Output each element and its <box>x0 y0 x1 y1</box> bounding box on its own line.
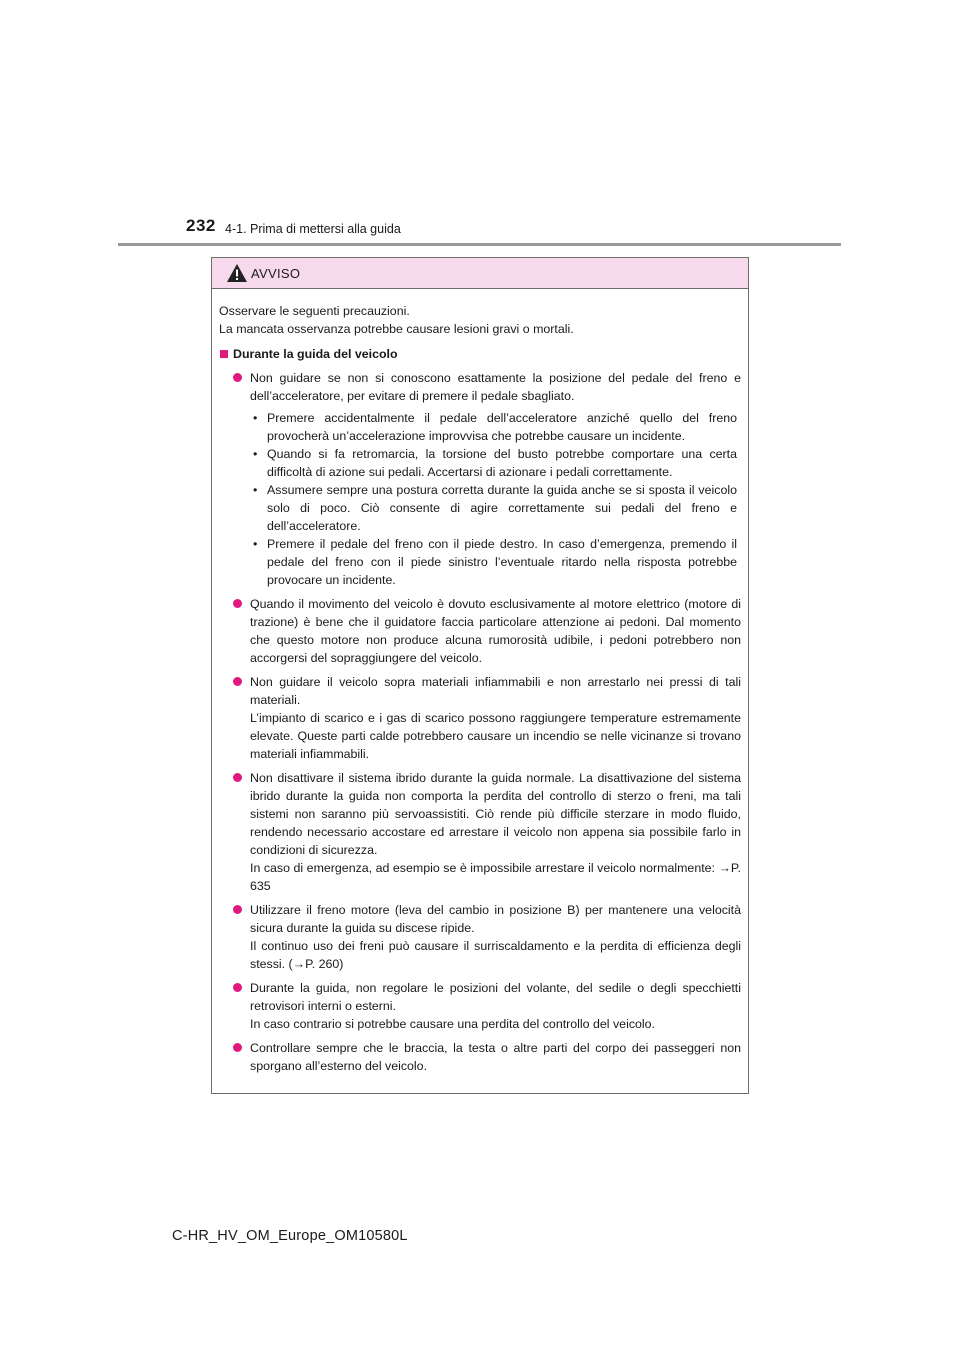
bullet-item <box>219 673 741 763</box>
bullet-text <box>250 595 741 667</box>
bullet-paragraph: Quando il movimento del veicolo è dovuto esclusivamente al motore elettrico (motore di trazione) è bene che il guidatore faccia particolare attenzione ai pedoni. Dal momento che questo motore non produce alcuna rumorosità udibile, i pedoni potrebbero non accorgersi del sopraggiungere del veicolo. <box>250 597 741 665</box>
sub-bullet-mark: • <box>253 447 258 461</box>
bullet-dot-icon <box>233 1043 242 1052</box>
sub-item-text: Premere accidentalmente il pedale dell’acceleratore anziché quello del freno provocherà un’accelerazione improvvisa che potrebbe causare un incidente. <box>267 411 737 443</box>
bullet-dot-icon <box>233 773 242 782</box>
intro-line: La mancata osservanza potrebbe causare lesioni gravi o mortali. <box>219 322 574 336</box>
page-number: 232 <box>186 216 216 235</box>
warning-intro <box>219 302 741 338</box>
bullet-paragraph: Durante la guida, non regolare le posizioni del volante, del sedile o degli specchietti retrovisori interni o esterni. <box>250 981 741 1013</box>
bullet-paragraph: Utilizzare il freno motore (leva del cambio in posizione B) per mantenere una velocità sicura durante la guida su discese ripide. <box>250 903 741 935</box>
footer-doc-id: C-HR_HV_OM_Europe_OM10580L <box>172 1228 408 1244</box>
sub-item <box>250 409 741 445</box>
bullet-item <box>219 595 741 667</box>
square-bullet-icon <box>220 350 228 358</box>
bullet-text <box>250 369 741 589</box>
bullet-item <box>219 1039 741 1075</box>
bullet-paragraph: In caso di emergenza, ad esempio se è impossibile arrestare il veicolo normalmente: →P. 635 <box>250 861 741 893</box>
bullet-dot-icon <box>233 905 242 914</box>
bullet-text <box>250 979 741 1033</box>
sub-item <box>250 445 741 481</box>
sub-bullet-mark: • <box>253 537 258 551</box>
sub-item-text: Assumere sempre una postura corretta durante la guida anche se si sposta il veicolo solo di poco. Ciò consente di agire correttamente sui pedali del freno e dell’acceleratore. <box>267 483 737 533</box>
header-rule <box>118 243 841 246</box>
warning-title: AVVISO <box>251 265 301 281</box>
sub-item-text: Premere il pedale del freno con il piede destro. In caso d’emergenza, premendo il pedale del freno con il piede sinistro l’eventuale ritardo nella risposta potrebbe provocare un incidente. <box>267 537 737 587</box>
warning-body <box>212 289 748 1093</box>
bullet-paragraph: Non disattivare il sistema ibrido durante la guida normale. La disattivazione del sistema ibrido durante la guida non comporta la perdita del controllo di sterzo o freni, ma tali sistemi non saranno più servoassistiti. Ciò rende più difficile sterzare in modo fluido, rendendo necessario accostare ed arrestare il veicolo non appena sia possibile farlo in condizioni di sicurezza. <box>250 771 741 857</box>
warning-box <box>211 257 749 1094</box>
bullet-text <box>250 901 741 973</box>
section-title: 4-1. Prima di mettersi alla guida <box>225 222 401 236</box>
bullet-item <box>219 979 741 1033</box>
bullet-paragraph: In caso contrario si potrebbe causare una perdita del controllo del veicolo. <box>250 1017 656 1031</box>
bullet-paragraph: Controllare sempre che le braccia, la testa o altre parti del corpo dei passeggeri non sporgano all’esterno del veicolo. <box>250 1041 741 1073</box>
bullet-item <box>219 901 741 973</box>
bullet-paragraph: Il continuo uso dei freni può causare il surriscaldamento e la perdita di efficienza degli stessi. (→P. 260) <box>250 939 741 971</box>
bullet-text <box>250 769 741 895</box>
warning-subheading <box>219 345 741 363</box>
sub-item-text: Quando si fa retromarcia, la torsione del busto potrebbe comportare una certa difficoltà di azione sui pedali. Accertarsi di azionare i pedali correttamente. <box>267 447 737 479</box>
warning-header <box>212 258 748 289</box>
bullet-text <box>250 1039 741 1075</box>
subheading-text: Durante la guida del veicolo <box>233 347 398 361</box>
sub-list <box>250 409 741 589</box>
bullet-paragraph: L’impianto di scarico e i gas di scarico possono raggiungere temperature estremamente elevate. Queste parti calde potrebbero causare un incendio se nelle vicinanze si trovano materiali infiammabili. <box>250 711 741 761</box>
bullet-paragraph: Non guidare il veicolo sopra materiali infiammabili e non arrestarlo nei pressi di tali materiali. <box>250 675 741 707</box>
bullet-dot-icon <box>233 373 242 382</box>
bullet-dot-icon <box>233 983 242 992</box>
sub-bullet-mark: • <box>253 411 258 425</box>
bullet-paragraph: Non guidare se non si conoscono esattamente la posizione del pedale del freno e dell’acceleratore, per evitare di premere il pedale sbagliato. <box>250 371 741 403</box>
bullet-dot-icon <box>233 599 242 608</box>
bullet-dot-icon <box>233 677 242 686</box>
sub-bullet-mark: • <box>253 483 258 497</box>
bullet-item <box>219 369 741 589</box>
warning-triangle-icon <box>226 263 248 283</box>
bullet-text <box>250 673 741 763</box>
sub-item <box>250 535 741 589</box>
bullet-item <box>219 769 741 895</box>
intro-line: Osservare le seguenti precauzioni. <box>219 304 410 318</box>
sub-item <box>250 481 741 535</box>
